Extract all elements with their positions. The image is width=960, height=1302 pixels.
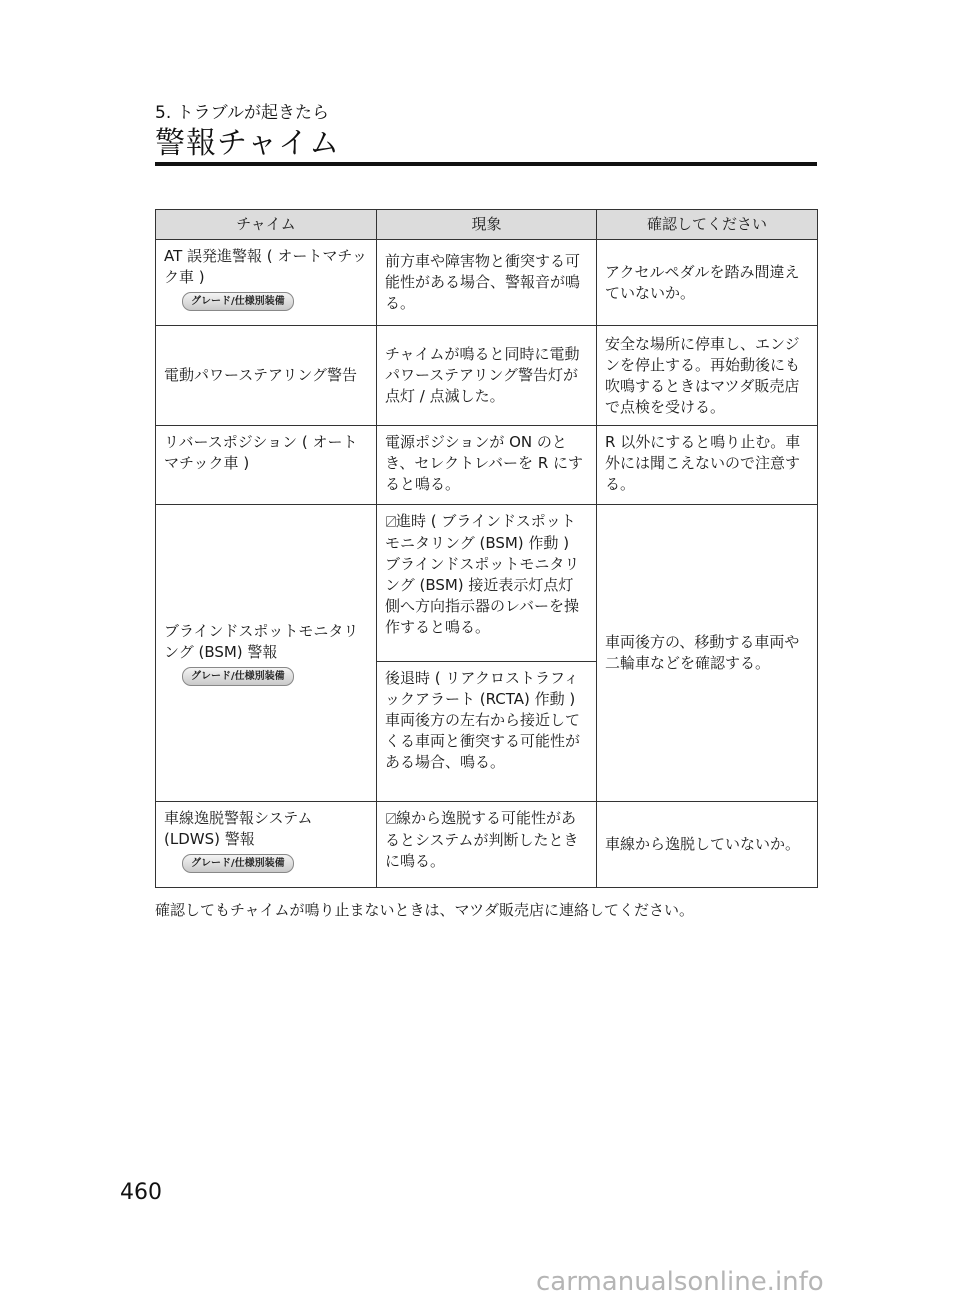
table-row — [156, 240, 818, 326]
chime-cell — [156, 802, 377, 888]
check-cell: R 以外にすると鳴り止む。車外には聞こえないので注意する。 — [597, 426, 818, 505]
phenomenon-cell: 前方車や障害物と衝突する可能性がある場合、警報音が鳴る。 — [377, 240, 597, 326]
forward-glyph-icon: 〼 — [385, 515, 397, 529]
section-label: 5. トラブルが起きたら — [155, 103, 329, 123]
check-cell: 車両後方の、移動する車両や二輪車などを確認する。 — [597, 505, 818, 802]
page-number: 460 — [120, 1180, 162, 1205]
table-row — [156, 326, 818, 426]
grade-badge: グレード/仕様別装備 — [182, 292, 294, 311]
chime-label: 車線逸脱警報システム (LDWS) 警報 — [164, 809, 313, 848]
check-cell: 安全な場所に停車し、エンジンを停止する。再始動後にも吹鳴するときはマツダ販売店で点検を受ける。 — [597, 326, 818, 426]
header-chime: チャイム — [156, 210, 377, 240]
grade-badge: グレード/仕様別装備 — [182, 854, 294, 873]
chime-label: AT 誤発進警報 ( オートマチック車 ) — [164, 247, 367, 286]
footnote: 確認してもチャイムが鳴り止まないときは、マツダ販売店に連絡してください。 — [155, 901, 694, 919]
header-phenomenon: 現象 — [377, 210, 597, 240]
table-row — [156, 802, 818, 888]
table-header-row — [156, 210, 818, 240]
chime-label: ブラインドスポットモニタリング (BSM) 警報 — [164, 621, 359, 661]
phenomenon-cell: チャイムが鳴ると同時に電動パワーステアリング警告灯が点灯 / 点滅した。 — [377, 326, 597, 426]
grade-badge: グレード/仕様別装備 — [182, 667, 294, 686]
phenomenon-text: 進時 ( ブラインドスポットモニタリング (BSM) 作動 ) ブラインドスポットモニタリング (BSM) 接近表示灯点灯側へ方向指示器のレバーを操作すると鳴る。 — [385, 512, 580, 636]
check-cell: 車線から逸脱していないか。 — [597, 802, 818, 888]
phenomenon-cell: 後退時 ( リアクロストラフィックアラート (RCTA) 作動 ) 車両後方の左右から接近してくる車両と衝突する可能性がある場合、鳴る。 — [377, 662, 597, 802]
title-rule — [155, 162, 817, 166]
phenomenon-cell: 電源ポジションが ON のとき、セレクトレバーを R にすると鳴る。 — [377, 426, 597, 505]
chime-table — [155, 209, 818, 888]
chime-cell: 電動パワーステアリング警告 — [156, 326, 377, 426]
lane-glyph-icon: 〼 — [385, 812, 397, 826]
check-cell: アクセルペダルを踏み間違えていないか。 — [597, 240, 818, 326]
phenomenon-text: 線から逸脱する可能性があるとシステムが判断したときに鳴る。 — [385, 809, 579, 870]
chime-cell — [156, 505, 377, 802]
page-title: 警報チャイム — [155, 126, 341, 161]
header-check: 確認してください — [597, 210, 818, 240]
phenomenon-cell — [377, 802, 597, 888]
table-row — [156, 426, 818, 505]
chime-cell — [156, 240, 377, 326]
watermark: carmanualsonline.info — [536, 1267, 824, 1297]
phenomenon-cell — [377, 505, 597, 662]
chime-cell: リバースポジション ( オートマチック車 ) — [156, 426, 377, 505]
table-row — [156, 505, 818, 662]
